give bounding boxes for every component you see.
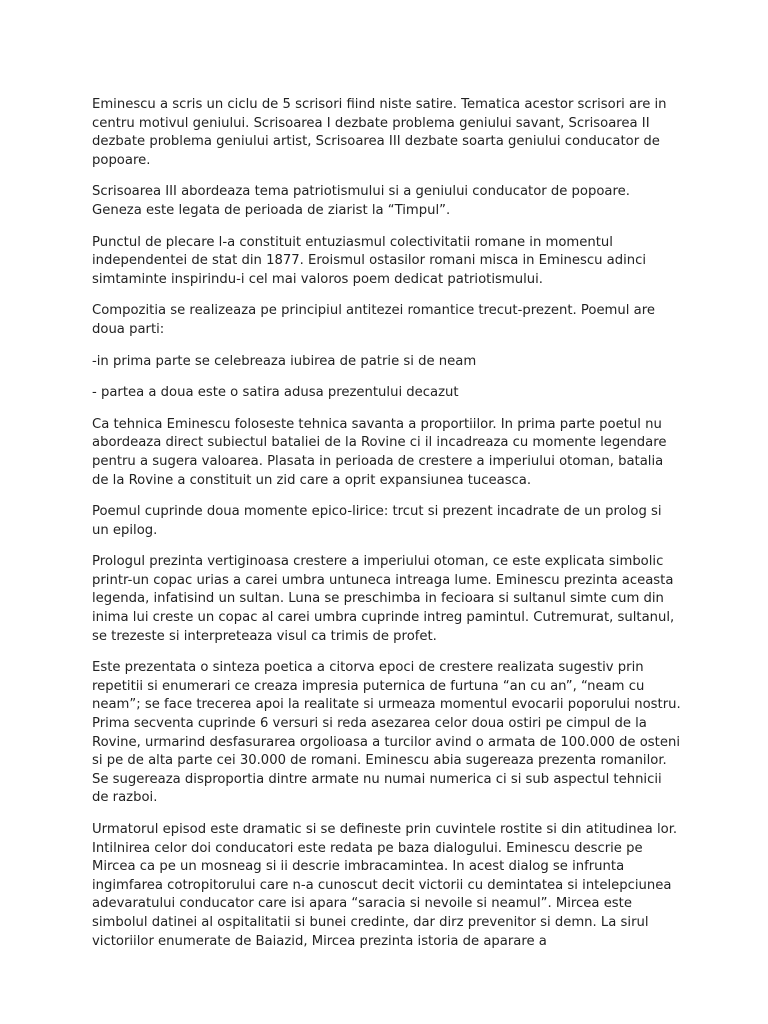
paragraph-10: Este prezentata o sinteza poetica a citorva epoci de crestere realizata sugestiv prin repetitii si enumerari ce creaza impresia puternica de furtuna “an cu an”, “neam cu neam”; se face trecerea apoi la realitate si urmeaza momentul evocarii poporului nostru. Prima secventa cuprinde 6 versuri si reda asezarea celor doua ostiri pe cimpul de la Rovine, urmarind desfasurarea orgolioasa a turcilor avind o armata de 100.000 de osteni si pe de alta parte cei 30.000 de romani. Eminescu abia sugereaza prezenta romanilor. Se sugereaza disproportia dintre armate nu numai numerica ci si sub aspectul tehnicii de razboi. bbox=[92, 660, 681, 806]
paragraph-5: -in prima parte se celebreaza iubirea de patrie si de neam bbox=[92, 353, 477, 369]
paragraph-6: - partea a doua este o satira adusa prezentului decazut bbox=[92, 385, 459, 401]
paragraph-11: Urmatorul episod este dramatic si se defineste prin cuvintele rostite si din atitudinea lor. Intilnirea celor doi conducatori este redata pe baza dialogului. Eminescu descrie pe Mircea ca pe un mosneag si ii descrie imbracamintea. In acest dialog se infrunta ingimfarea cotropitorului care n-a cunoscut decit victorii cu demintatea si intelepciunea adevaratului conducator care isi apara “saracia si nevoile si neamul”. Mircea este simbolul datinei al ospitalitatii si bunei credinte, dar dirz prevenitor si demn. La sirul victoriilor enumerate de Baiazid, Mircea prezinta istoria de aparare a bbox=[92, 822, 678, 949]
paragraph-2: Scrisoarea III abordeaza tema patriotismului si a geniului conducator de popoare. Geneza este legata de perioada de ziarist la “Timpul”. bbox=[92, 184, 630, 218]
paragraph-9: Prologul prezinta vertiginoasa crestere a imperiului otoman, ce este explicata simbolic printr-un copac urias a carei umbra untuneca intreaga lume. Eminescu prezinta aceasta legenda, infatisind un sultan. Luna se preschimba in fecioara si sultanul simte cum din inima lui creste un copac al carei umbra cuprinde intreg pamintul. Cutremurat, sultanul, se trezeste si interpreteaza visul ca trimis de profet. bbox=[92, 554, 675, 644]
document-page bbox=[92, 96, 682, 964]
paragraph-7: Ca tehnica Eminescu foloseste tehnica savanta a proportiilor. In prima parte poetul nu abordeaza direct subiectul bataliei de la Rovine ci il incadreaza cu momente legendare pentru a sugera valoarea. Plasata in perioada de crestere a imperiului otoman, batalia de la Rovine a constituit un zid care a oprit expansiunea tuceasca. bbox=[92, 416, 667, 488]
paragraph-8: Poemul cuprinde doua momente epico-lirice: trcut si prezent incadrate de un prolog si un epilog. bbox=[92, 504, 662, 538]
paragraph-1: Eminescu a scris un ciclu de 5 scrisori fiind niste satire. Tematica acestor scrisori are in centru motivul geniului. Scrisoarea I dezbate problema geniului savant, Scrisoarea II dezbate problema geniului artist, Scrisoarea III dezbate soarta geniului conducator de popoare. bbox=[92, 97, 667, 168]
paragraph-3: Punctul de plecare l-a constituit entuziasmul colectivitatii romane in momentul independentei de stat din 1877. Eroismul ostasilor romani misca in Eminescu adinci simtaminte inspirindu-i cel mai valoros poem dedicat patriotismului. bbox=[92, 234, 647, 287]
paragraph-4: Compozitia se realizeaza pe principiul antitezei romantice trecut-prezent. Poemul are doua parti: bbox=[92, 303, 655, 337]
